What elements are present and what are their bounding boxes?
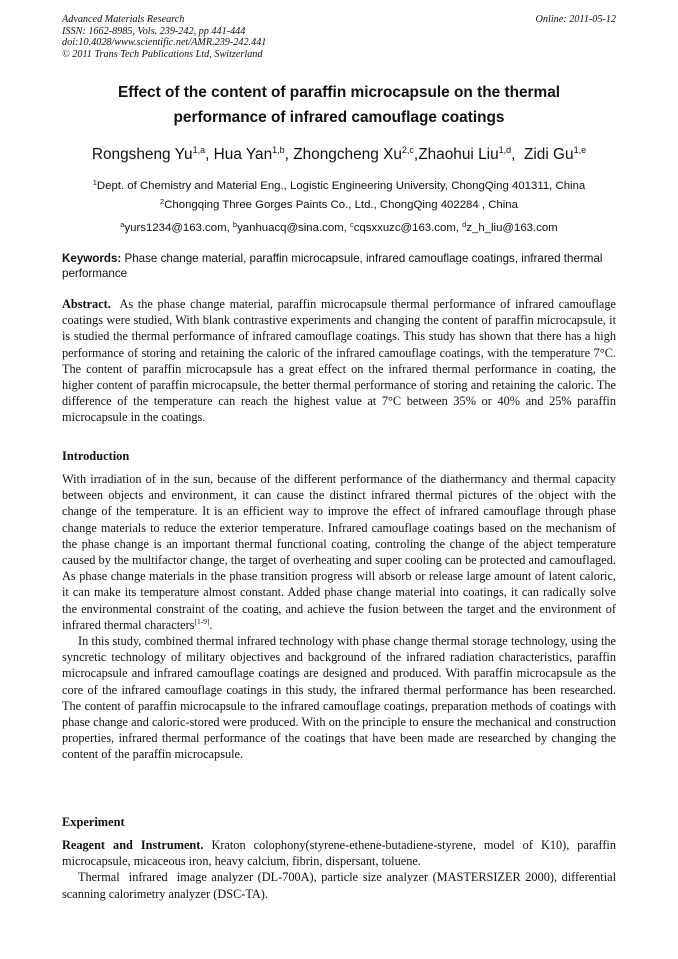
issn-line: ISSN: 1662-8985, Vols. 239-242, pp 441-444 (62, 25, 246, 37)
abstract-label: Abstract. (62, 297, 111, 311)
section-heading-introduction: Introduction (62, 449, 130, 463)
keywords-text: Phase change material, paraffin microcapsule, infrared camouflage coatings, infrared thermal performance (62, 252, 603, 280)
keywords-label: Keywords: (62, 252, 122, 265)
doi-line: doi:10.4028/www.scientific.net/AMR.239-242.441 (62, 37, 267, 49)
author: Rongsheng Yu$^{1,a}$, (91, 145, 214, 163)
affiliation-1: $^1$Dept. of Chemistry and Material Eng., Logistic Engineering University, ChongQing 401311, China (92, 178, 586, 192)
paragraph: Reagent and Instrument. Kraton colophony(styrene-ethene-butadiene-styrene, model of K10), paraffin microcapsule, micaceous iron, heavy calcium, fibrin, dispersant, toluene. (62, 838, 617, 869)
title-line-2: performance of infrared camouflage coatings (173, 109, 505, 126)
journal-name: Advanced Materials Research (62, 14, 185, 25)
citation[interactable]: [1-9] (194, 616, 210, 626)
author: Zhaohui Liu$^{1,d}$, (418, 145, 524, 163)
email-link[interactable]: yurs1234@163.com, (124, 222, 233, 234)
paragraph: In this study, combined thermal infrared technology with phase change thermal storage technology, using the syncretic technology of military objectives and background of the infrared radiation characteristics, paraffin microcapsule and infrared camouflage coatings are designed and produced. With paraffin microcapsule as the core of the infrared camouflage coatings in this study, the infrared thermal performance has been researched. The content of paraffin microcapsule to the infrared camouflage coatings, preparation methods of coatings with phase change and caloric-stored were produced. With on the principle to ensure the mechanical and construction properties, infrared thermal performance of the coatings that have been made are researched by changing the content of the paraffin microcapsule. (62, 634, 616, 762)
affiliation-2: $^2$Chongqing Three Gorges Paints Co., Ltd., ChongQing 402284 , China (160, 197, 518, 211)
author: Zidi Gu$^{1,e}$ (523, 145, 587, 163)
paper-title (70, 80, 608, 130)
experiment-body (62, 837, 620, 902)
author: Hua Yan$^{1,b}$, (213, 145, 294, 163)
subsection-label: Reagent and Instrument. (62, 838, 204, 852)
author: Zhongcheng Xu$^{2,c}$, (293, 145, 419, 163)
keywords (62, 252, 616, 282)
email-link[interactable]: yanhuacq@sina.com, (237, 222, 350, 234)
paragraph: With irradiation of in the sun, because of the different performance of the diathermancy and thermal capacity between objects and environment, it can cause the distinct infrared thermal pictures of the object with the change of the temperature. It is an efficient way to improve the effect of infrared camouflage through phase change materials to reduce the exterior temperature. Infrared camouflage coatings based on the mechanism of the phase change is an important thermal functional coating, controling the change of the abject temperature caused by the multifactor change, the target of overheating and super cooling can be protected and camouflaged. As phase change materials in the phase transition progress will absorb or release large amount of latent caloric, it can make its temperature almost constant. Added phase change material into coatings, it can radically solve the environmental constraint of the coating, and achieve the fusion between the target and the environment of infrared thermal characters[1-9]. (62, 472, 616, 632)
online-date: Online: 2011-05-12 (535, 14, 616, 25)
copyright-line: © 2011 Trans Tech Publications Ltd, Switzerland (62, 48, 263, 60)
title-line-1: Effect of the content of paraffin microcapsule on the thermal (117, 84, 561, 101)
paragraph: Thermal infrared image analyzer (DL-700A), particle size analyzer (MASTERSIZER 2000), differential scanning calorimetry analyzer (DSC-TA). (62, 870, 620, 901)
introduction-body (62, 471, 616, 763)
author-emails: $^a$yurs1234@163.com, $^b$yanhuacq@sina.com, $^c$cqsxxuzc@163.com, $^d$z_h_liu@163.com (120, 220, 558, 234)
email-link[interactable]: z_h_liu@163.com (466, 222, 558, 234)
email-link[interactable]: cqsxxuzc@163.com, (353, 222, 463, 234)
journal-header (62, 14, 616, 60)
abstract-text: As the phase change material, paraffin microcapsule thermal performance of infrared camouflage coatings were studied, With blank contrastive experiments and changing the content of paraffin microcapsule, it is studied the thermal performance of infrared camouflage coatings. This study has shown that there has a high performance of storing and retaining the caloric of the infrared camouflage coatings, with the temperature 7°C. The content of paraffin microcapsule has a great effect on the infrared thermal performance in coating, the higher content of paraffin microcapsule, the better thermal performance of storing and retaining the caloric. The difference of the temperature can reach the highest value at 7°C between 35% or 40% and 25% paraffin microcapsule in the coatings. (62, 297, 620, 425)
abstract (62, 296, 620, 426)
section-heading-experiment: Experiment (62, 815, 125, 829)
author-list (40, 145, 638, 165)
